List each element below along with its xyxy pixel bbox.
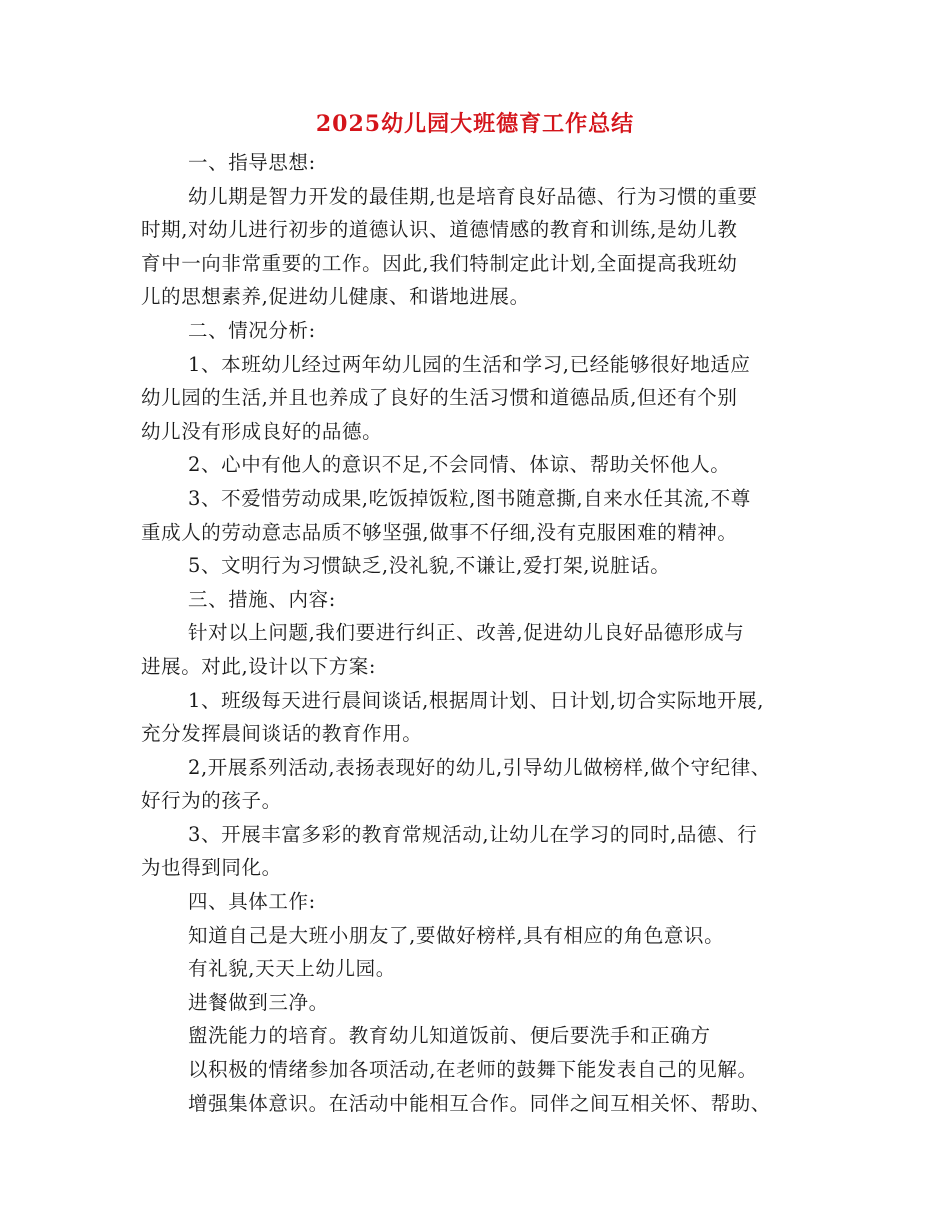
- text-line: 盥洗能力的培育。教育幼儿知道饭前、便后要洗手和正确方: [188, 1024, 711, 1048]
- text-line: 针对以上问题,我们要进行纠正、改善,促进幼儿良好品德形成与: [188, 621, 745, 645]
- text-line: 幼儿园的生活,并且也养成了良好的生活习惯和道德品质,但还有个别: [141, 386, 738, 410]
- text-line: 有礼貌,天天上幼儿园。: [188, 957, 396, 981]
- text-line: 进展。对此,设计以下方案:: [141, 654, 377, 678]
- text-line: 1、本班幼儿经过两年幼儿园的生活和学习,已经能够很好地适应: [188, 352, 751, 376]
- text-line: 为也得到同化。: [141, 856, 282, 880]
- text-line: 知道自己是大班小朋友了,要做好榜样,具有相应的角色意识。: [188, 923, 725, 947]
- text-line: 三、措施、内容:: [188, 587, 336, 611]
- text-line: 重成人的劳动意志品质不够坚强,做事不仔细,没有克服困难的精神。: [141, 520, 738, 544]
- text-line: 2,开展系列活动,表扬表现好的幼儿,引导幼儿做榜样,做个守纪律、: [188, 755, 771, 779]
- text-line: 充分发挥晨间谈话的教育作用。: [141, 722, 423, 746]
- text-line: 育中一向非常重要的工作。因此,我们特制定此计划,全面提高我班幼: [141, 251, 738, 275]
- text-line: 一、指导思想:: [188, 151, 316, 174]
- text-line: 好行为的孩子。: [141, 789, 282, 813]
- text-line: 以积极的情绪参加各项活动,在老师的鼓舞下能发表自己的见解。: [188, 1058, 758, 1082]
- text-line: 儿的思想素养,促进幼儿健康、和谐地进展。: [141, 285, 530, 309]
- text-line: 5、文明行为习惯缺乏,没礼貌,不谦让,爱打架,说脏话。: [188, 554, 671, 578]
- text-line: 3、不爱惜劳动成果,吃饭掉饭粒,图书随意撕,自来水任其流,不尊: [188, 486, 751, 510]
- text-line: 四、具体工作:: [188, 890, 316, 914]
- document-title: 2025幼儿园大班德育工作总结: [315, 111, 635, 137]
- text-line: 增强集体意识。在活动中能相互合作。同伴之间互相关怀、帮助、: [188, 1091, 771, 1115]
- document-body: [141, 146, 831, 1120]
- text-line: 二、情况分析:: [188, 318, 316, 342]
- text-line: 幼儿没有形成良好的品德。: [141, 419, 383, 443]
- text-line: 2、心中有他人的意识不足,不会同情、体谅、帮助关怀他人。: [188, 453, 731, 477]
- text-line: 1、班级每天进行晨间谈话,根据周计划、日计划,切合实际地开展,: [188, 688, 765, 712]
- text-line: 时期,对幼儿进行初步的道德认识、道德情感的教育和训练,是幼儿教: [141, 218, 738, 242]
- text-line: 进餐做到三净。: [188, 990, 329, 1014]
- text-line: 3、开展丰富多彩的教育常规活动,让幼儿在学习的同时,品德、行: [188, 822, 758, 846]
- text-line: 幼儿期是智力开发的最佳期,也是培育良好品德、行为习惯的重要: [188, 184, 758, 208]
